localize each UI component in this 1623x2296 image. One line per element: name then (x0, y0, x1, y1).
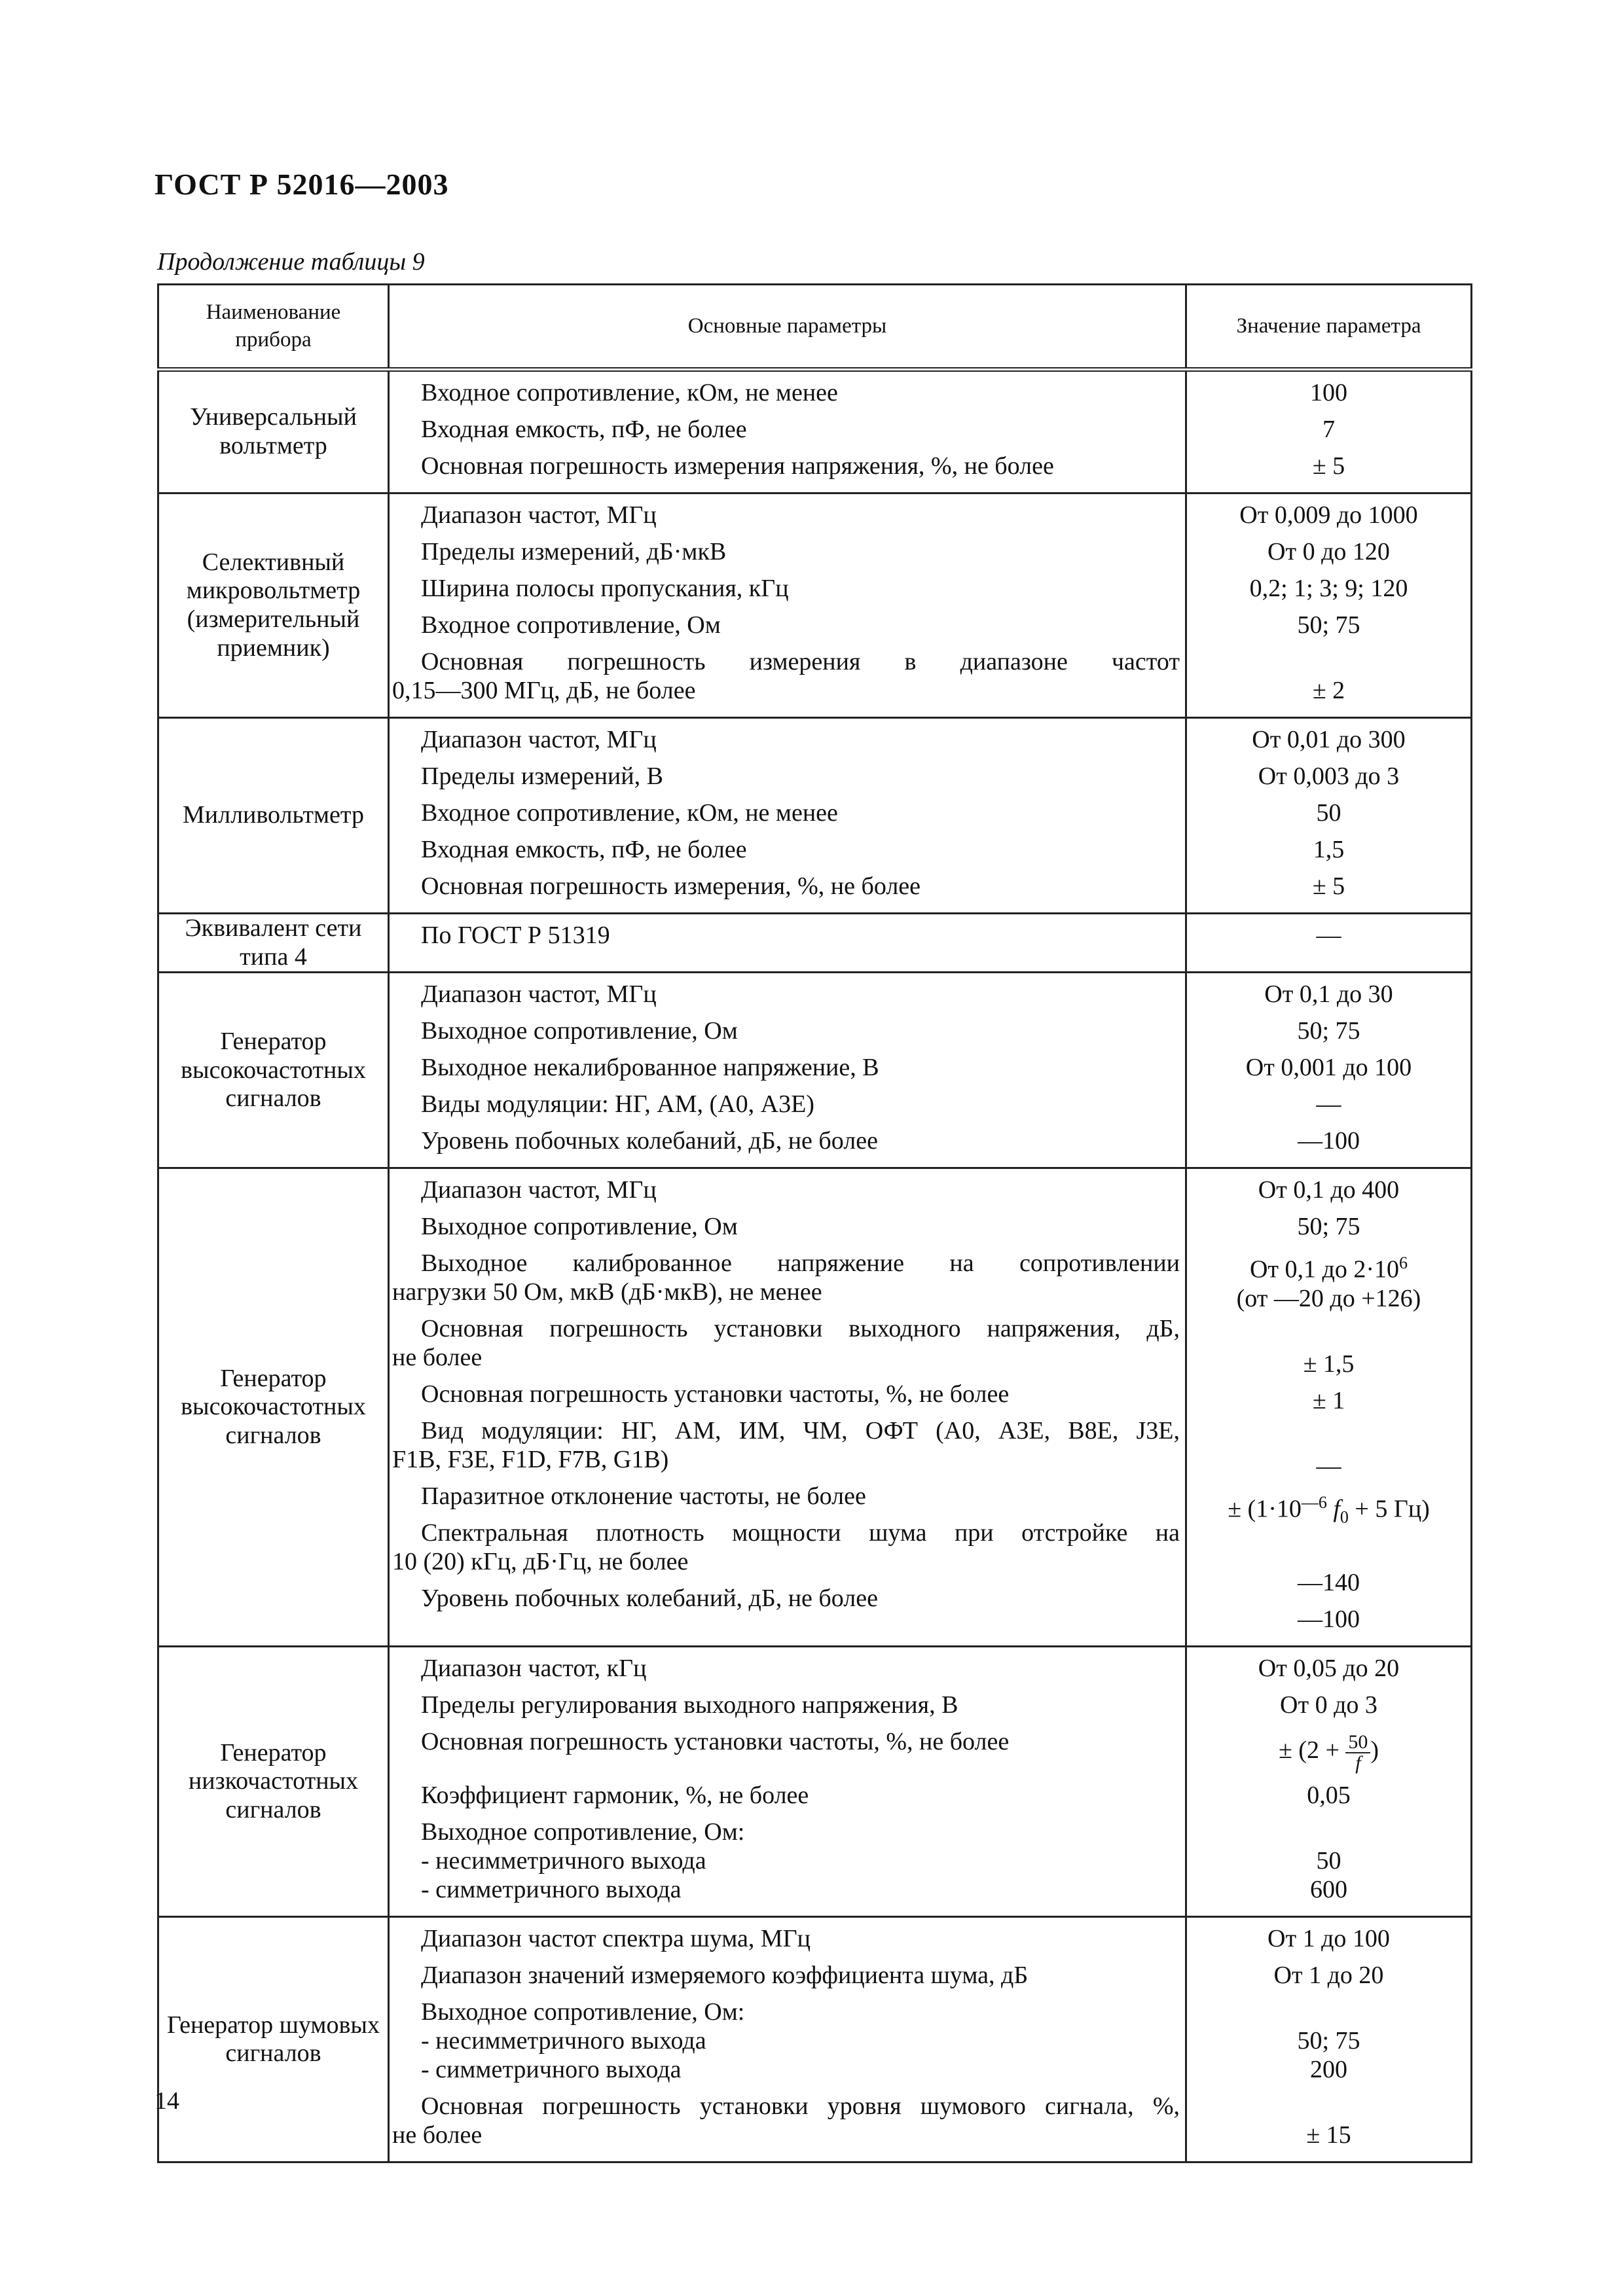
param-text: Выходное сопротивление, Ом: (421, 1998, 745, 2026)
value-item (1187, 1961, 1470, 1990)
value-item (1187, 2092, 1470, 2149)
value-part: ± (1·10 (1228, 1495, 1302, 1523)
value-text (1187, 1212, 1470, 1241)
param-item (390, 835, 1185, 864)
value-item (1187, 1321, 1470, 1378)
value-text (1187, 1605, 1470, 1634)
value-text (1187, 1875, 1470, 1904)
param-text: Пределы измерений, В (421, 762, 663, 790)
params-cell (389, 370, 1186, 493)
param-text: не более (392, 2121, 483, 2149)
params-cell (389, 914, 1186, 973)
value-part: ± 1 (1312, 1387, 1345, 1415)
value-text (1187, 1053, 1470, 1082)
value-text (1187, 1249, 1470, 1284)
value-item (1187, 872, 1470, 901)
value-part: 100 (1310, 379, 1347, 406)
values-cell (1186, 1647, 1472, 1917)
value-part: От 0,1 до 2·10 (1249, 1256, 1400, 1284)
value-text (1187, 1175, 1470, 1204)
value-item (1187, 1090, 1470, 1119)
value-text (1187, 647, 1470, 676)
param-text: Пределы регулирования выходного напряжения, В (421, 1691, 958, 1719)
value-part: 1,5 (1313, 836, 1345, 863)
param-text: - симметричного выхода (421, 2056, 682, 2084)
param-text: Основная погрешность установки уровня шумового сигнала, %, (421, 2092, 1180, 2121)
value-item (1187, 1539, 1470, 1597)
value-part: 200 (1310, 2056, 1347, 2084)
param-text: Входное сопротивление, кОм, не менее (421, 799, 838, 827)
value-text (1187, 1818, 1470, 1846)
value-part: От 0,1 до 30 (1264, 980, 1393, 1009)
value-part: 7 (1322, 416, 1335, 443)
value-item (1187, 1386, 1470, 1415)
value-text (1187, 1423, 1470, 1452)
param-text: Уровень побочных колебаний, дБ, не более (421, 1585, 878, 1613)
param-text: - симметричного выхода (421, 1876, 682, 1904)
value-item (1187, 1249, 1470, 1313)
value-text (1187, 1321, 1470, 1350)
value-part: 50 (1316, 799, 1341, 827)
value-part: ± 15 (1306, 2121, 1351, 2149)
table-row (158, 370, 1472, 493)
parameters-table (157, 283, 1472, 2163)
value-text (1187, 1488, 1470, 1532)
value-part: 50; 75 (1297, 611, 1360, 639)
param-text: Основная погрешность измерения напряжения, %, не более (421, 452, 1054, 480)
table-row (158, 493, 1472, 718)
value-item (1187, 1781, 1470, 1810)
values-cell (1186, 493, 1472, 718)
param-text: Выходное некалиброванное напряжение, В (421, 1054, 879, 1082)
param-item (390, 1961, 1185, 1990)
value-text (1187, 611, 1470, 639)
param-text: Выходное калиброванное напряжение на сопротивлении (421, 1249, 1180, 1278)
value-part: 600 (1310, 1876, 1347, 1904)
param-text: Диапазон частот, МГц (421, 501, 657, 529)
value-text (1187, 725, 1470, 754)
value-item (1187, 1727, 1470, 1773)
param-text: Выходное сопротивление, Ом (421, 1017, 738, 1045)
param-item (390, 1416, 1185, 1474)
value-text (1187, 798, 1470, 827)
param-item (390, 1314, 1185, 1372)
value-part: 50; 75 (1297, 2027, 1360, 2055)
param-item (390, 1518, 1185, 1576)
value-item (1187, 1998, 1470, 2084)
column-header-value: Значение параметра (1186, 285, 1472, 370)
value-item (1187, 1654, 1470, 1683)
param-item (390, 1781, 1185, 1810)
value-part: — (1316, 922, 1341, 949)
param-item (390, 1126, 1185, 1155)
value-item (1187, 1126, 1470, 1155)
param-text: Диапазон частот, МГц (421, 980, 657, 1009)
value-text (1187, 1386, 1470, 1415)
param-text: Диапазон частот, кГц (421, 1655, 647, 1683)
param-text: Выходное сопротивление, Ом (421, 1213, 738, 1241)
value-variable: f (1333, 1495, 1340, 1523)
value-text (1187, 1654, 1470, 1683)
param-item (390, 725, 1185, 754)
param-text: Входная емкость, пФ, не более (421, 836, 747, 863)
param-item (390, 1380, 1185, 1408)
param-text: Выходное сопротивление, Ом: (421, 1818, 745, 1846)
param-item (390, 1053, 1185, 1082)
values-cell (1186, 370, 1472, 493)
fraction-denominator: f (1355, 1751, 1361, 1774)
value-text (1187, 1998, 1470, 2026)
param-text: 10 (20) кГц, дБ·Гц, не более (392, 1548, 689, 1576)
param-item (390, 1727, 1185, 1773)
value-item (1187, 574, 1470, 603)
value-part: — (1316, 1452, 1341, 1480)
value-part: ) (1370, 1736, 1379, 1765)
value-part: От 0,009 до 1000 (1239, 501, 1418, 529)
fraction-numerator: 50 (1345, 1732, 1370, 1753)
values-cell (1186, 718, 1472, 914)
value-part: От 0,001 до 100 (1245, 1054, 1412, 1082)
param-text: Входное сопротивление, кОм, не менее (421, 379, 838, 406)
value-text (1187, 537, 1470, 566)
value-item (1187, 835, 1470, 864)
table-row (158, 973, 1472, 1168)
param-item (390, 1924, 1185, 1953)
param-text: Виды модуляции: НГ, АМ, (А0, А3Е) (421, 1090, 814, 1119)
param-item (390, 1654, 1185, 1683)
value-part: От 0,003 до 3 (1258, 762, 1400, 790)
param-item (390, 762, 1185, 791)
value-part: — (1316, 1090, 1341, 1119)
device-name-cell: Генератор шумовых сигналов (158, 1917, 389, 2162)
param-text: Паразитное отклонение частоты, не более (421, 1482, 866, 1511)
value-part: От 1 до 100 (1267, 1925, 1390, 1953)
value-part: ± 5 (1312, 872, 1345, 900)
value-part: От 0,05 до 20 (1258, 1655, 1400, 1683)
value-text (1187, 1452, 1470, 1480)
value-text (1187, 1016, 1470, 1045)
param-item (390, 501, 1185, 529)
value-part: 50 (1316, 1847, 1341, 1875)
param-text: Вид модуляции: НГ, АМ, ИМ, ЧМ, ОФТ (А0, А3Е, В8Е, J3E, (421, 1417, 1180, 1445)
value-item (1187, 378, 1470, 407)
param-item (390, 921, 1185, 950)
value-text (1187, 762, 1470, 791)
param-text: Диапазон частот, МГц (421, 1176, 657, 1204)
params-cell (389, 1917, 1186, 2162)
param-text: Уровень побочных колебаний, дБ, не более (421, 1127, 878, 1155)
value-part: —140 (1298, 1569, 1360, 1597)
device-name-cell: Селективный микровольтметр (измерительный приемник) (158, 493, 389, 718)
value-item (1187, 1423, 1470, 1480)
value-part: От 0,01 до 300 (1252, 726, 1406, 753)
table-header-row (158, 285, 1472, 370)
value-part: ± 2 (1312, 677, 1345, 704)
value-item (1187, 980, 1470, 1009)
value-part: 0,2; 1; 3; 9; 120 (1249, 575, 1408, 602)
value-part: От 1 до 20 (1273, 1962, 1384, 1990)
param-text: F1B, F3E, F1D, F7B, G1B) (392, 1446, 669, 1474)
value-text (1187, 1781, 1470, 1810)
param-item (390, 452, 1185, 480)
param-item (390, 1212, 1185, 1241)
table-body (158, 370, 1472, 2162)
value-part: 50; 75 (1297, 1213, 1360, 1241)
value-item (1187, 501, 1470, 529)
value-text (1187, 1691, 1470, 1719)
device-name-cell: Генератор низкочастотных сигналов (158, 1647, 389, 1917)
value-item (1187, 1175, 1470, 1204)
value-part: + 5 Гц) (1348, 1495, 1430, 1523)
column-header-device: Наименование прибора (158, 285, 389, 370)
param-item (390, 872, 1185, 901)
value-item (1187, 921, 1470, 950)
value-part: ± 1,5 (1303, 1350, 1355, 1378)
value-item (1187, 1691, 1470, 1719)
value-superscript: —6 (1301, 1493, 1327, 1513)
value-text (1187, 452, 1470, 480)
value-text (1187, 378, 1470, 407)
param-text: Основная погрешность измерения, %, не более (421, 872, 921, 900)
param-item (390, 798, 1185, 827)
value-text (1187, 676, 1470, 705)
value-text (1187, 1727, 1470, 1773)
value-item (1187, 1488, 1470, 1532)
param-text: Коэффициент гармоник, %, не более (421, 1782, 809, 1810)
value-item (1187, 762, 1470, 791)
param-text: Ширина полосы пропускания, кГц (421, 575, 789, 602)
param-text: Спектральная плотность мощности шума при отстройке на (421, 1519, 1180, 1547)
param-item (390, 1584, 1185, 1613)
params-cell (389, 973, 1186, 1168)
value-text (1187, 2092, 1470, 2121)
value-text (1187, 921, 1470, 950)
param-item (390, 611, 1185, 639)
page-number: 14 (155, 2087, 179, 2115)
value-text (1187, 574, 1470, 603)
value-item (1187, 611, 1470, 639)
param-text: Диапазон частот спектра шума, МГц (421, 1925, 811, 1953)
device-name-cell: Эквивалент сети типа 4 (158, 914, 389, 973)
value-text (1187, 415, 1470, 444)
param-item (390, 574, 1185, 603)
document-title: ГОСТ Р 52016—2003 (155, 168, 449, 201)
value-item (1187, 798, 1470, 827)
param-text: 0,15—300 МГц, дБ, не более (392, 677, 696, 704)
param-item (390, 980, 1185, 1009)
value-item (1187, 415, 1470, 444)
param-item (390, 1482, 1185, 1511)
param-text: По ГОСТ Р 51319 (421, 922, 610, 949)
value-text (1187, 1090, 1470, 1119)
params-cell (389, 1647, 1186, 1917)
param-item (390, 647, 1185, 705)
device-name-cell: Милливольтметр (158, 718, 389, 914)
value-text (1187, 1350, 1470, 1378)
table-row (158, 1647, 1472, 1917)
value-item (1187, 1818, 1470, 1904)
value-item (1187, 725, 1470, 754)
value-part: (от —20 до +126) (1236, 1285, 1421, 1313)
values-cell (1186, 914, 1472, 973)
param-text: Диапазон значений измеряемого коэффициента шума, дБ (421, 1962, 1029, 1990)
value-superscript: 6 (1399, 1253, 1408, 1273)
value-text (1187, 2121, 1470, 2149)
param-text: Пределы измерений, дБ·мкВ (421, 538, 727, 565)
value-text (1187, 1846, 1470, 1875)
value-part: От 0 до 120 (1267, 538, 1390, 565)
value-part: —100 (1298, 1127, 1360, 1155)
param-text: Входное сопротивление, Ом (421, 611, 721, 639)
values-cell (1186, 973, 1472, 1168)
device-name-cell: Универсальный вольтметр (158, 370, 389, 493)
value-part: —100 (1298, 1605, 1360, 1634)
param-item (390, 378, 1185, 407)
params-cell (389, 1168, 1186, 1647)
values-cell (1186, 1168, 1472, 1647)
value-text (1187, 1539, 1470, 1568)
param-item (390, 415, 1185, 444)
table-row (158, 718, 1472, 914)
value-text (1187, 835, 1470, 864)
value-item (1187, 1924, 1470, 1953)
value-part: 50; 75 (1297, 1017, 1360, 1045)
value-item (1187, 537, 1470, 566)
value-item (1187, 1053, 1470, 1082)
param-item (390, 1175, 1185, 1204)
param-text: Основная погрешность измерения в диапазоне частот (421, 648, 1180, 675)
value-text (1187, 2026, 1470, 2055)
value-text (1187, 2055, 1470, 2084)
param-item (390, 1998, 1185, 2084)
param-item (390, 537, 1185, 566)
param-text: не более (392, 1344, 483, 1372)
value-part: ± 5 (1312, 452, 1345, 480)
value-text (1187, 980, 1470, 1009)
value-part: ± (2 + (1278, 1736, 1346, 1765)
value-text (1187, 1126, 1470, 1155)
table-row (158, 914, 1472, 973)
column-header-params: Основные параметры (389, 285, 1186, 370)
param-item (390, 1691, 1185, 1719)
table-row (158, 1917, 1472, 2162)
device-name-cell: Генератор высокочастотных сигналов (158, 973, 389, 1168)
param-text: Основная погрешность установки выходного напряжения, дБ, (421, 1315, 1180, 1343)
value-text (1187, 501, 1470, 529)
value-text (1187, 1961, 1470, 1990)
param-text: - несимметричного выхода (421, 2027, 706, 2055)
param-item (390, 1016, 1185, 1045)
param-item (390, 1249, 1185, 1306)
param-text: Основная погрешность установки частоты, %, не более (421, 1380, 1010, 1408)
param-item (390, 1818, 1185, 1904)
params-cell (389, 493, 1186, 718)
value-text (1187, 1568, 1470, 1597)
value-item (1187, 647, 1470, 705)
value-part: 0,05 (1307, 1782, 1351, 1810)
value-text (1187, 1284, 1470, 1313)
params-cell (389, 718, 1186, 914)
value-part: От 0,1 до 400 (1258, 1176, 1400, 1204)
param-item (390, 1090, 1185, 1119)
device-name-cell: Генератор высокочастотных сигналов (158, 1168, 389, 1647)
value-text (1187, 872, 1470, 901)
value-item (1187, 1212, 1470, 1241)
value-part: От 0 до 3 (1280, 1691, 1377, 1719)
value-subscript: 0 (1340, 1507, 1349, 1527)
param-text: - несимметричного выхода (421, 1847, 706, 1875)
value-item (1187, 452, 1470, 480)
value-item (1187, 1016, 1470, 1045)
values-cell (1186, 1917, 1472, 2162)
param-text: Основная погрешность установки частоты, %, не более (421, 1728, 1010, 1756)
param-text: Входная емкость, пФ, не более (421, 416, 747, 443)
table-row (158, 1168, 1472, 1647)
value-text (1187, 1924, 1470, 1953)
value-fraction (1345, 1732, 1370, 1773)
param-text: нагрузки 50 Ом, мкВ (дБ·мкВ), не менее (392, 1278, 822, 1306)
table-caption: Продолжение таблицы 9 (157, 248, 425, 276)
value-item (1187, 1605, 1470, 1634)
param-text: Диапазон частот, МГц (421, 726, 657, 753)
param-item (390, 2092, 1185, 2149)
